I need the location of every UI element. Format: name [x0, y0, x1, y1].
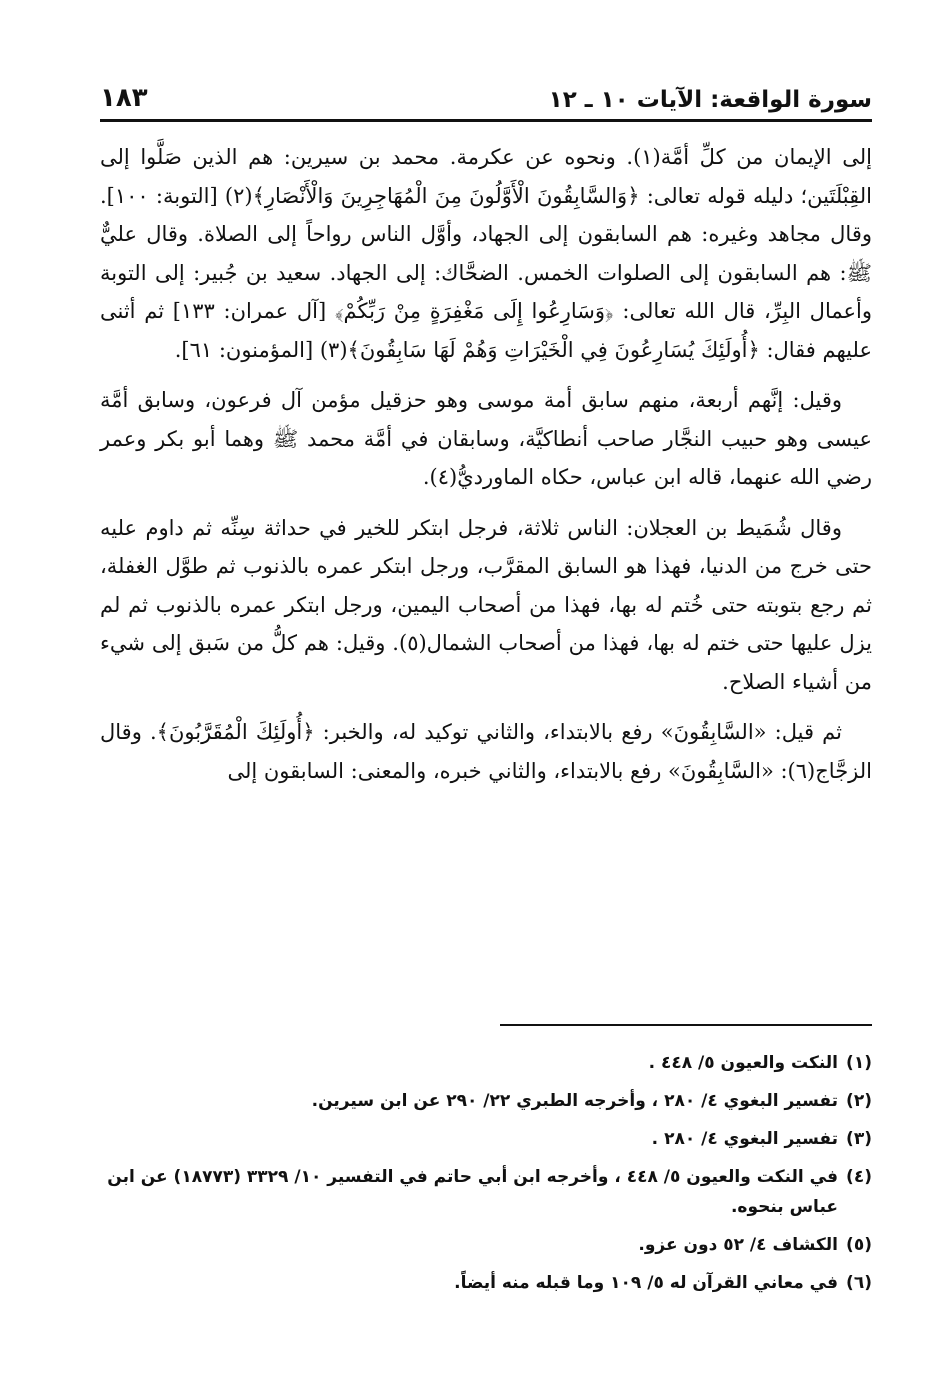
- footnote-number: (١): [846, 1053, 872, 1073]
- footnote-text: النكت والعيون ٥/ ٤٤٨ .: [648, 1053, 838, 1073]
- footnote-number: (٣): [846, 1129, 872, 1149]
- footnote: [100, 1086, 872, 1116]
- page-number: ١٨٣: [100, 83, 148, 113]
- footnote-text: تفسير البغوي ٤/ ٢٨٠ .: [651, 1129, 838, 1149]
- footnote-text: الكشاف ٤/ ٥٢ دون عزو.: [638, 1235, 838, 1255]
- footnote-text: في معاني القرآن له ٥/ ١٠٩ وما قبله منه أيضاً.: [454, 1273, 838, 1293]
- footnote: [100, 1162, 872, 1222]
- footnote-number: (٤): [846, 1167, 872, 1187]
- footnote: [100, 1048, 872, 1078]
- footnote: [100, 1268, 872, 1298]
- footnote-number: (٦): [846, 1273, 872, 1293]
- paragraph-4: ثم قيل: «السَّابِقُونَ» رفع بالابتداء، والثاني توكيد له، والخبر: ﴿أُولَئِكَ الْمُقَرَّبُونَ﴾. وقال الزجَّاج(٦): «السَّابِقُونَ» رفع بالابتداء، والثاني خبره، والمعنى: السابقون إلى: [100, 720, 872, 783]
- footnote-divider: [500, 1024, 872, 1026]
- running-title: سورة الواقعة: الآيات ١٠ ـ ١٢: [548, 87, 872, 113]
- paragraph-1: إلى الإيمان من كلِّ أمَّة(١). ونحوه عن عكرمة. محمد بن سيرين: هم الذين صَلَّوا إلى القِبْلَتَين؛ دليله قوله تعالى: ﴿وَالسَّابِقُونَ الْأَوَّلُونَ مِنَ الْمُهَاجِرِينَ وَالْأَنْصَارِ﴾(٢) [التوبة: ١٠٠]. وقال مجاهد وغيره: هم السابقون إلى الجهاد، وأوَّل الناس رواحاً إلى الصلاة. وقال عليٌّ ﷺ: هم السابقون إلى الصلوات الخمس. الضحَّاك: إلى الجهاد. سعيد بن جُبير: إلى التوبة وأعمال البِرِّ، قال الله تعالى: ﴿وَسَارِعُوا إِلَى مَغْفِرَةٍ مِنْ رَبِّكُمْ﴾ [آل عمران: ١٣٣] ثم أثنى عليهم فقال: ﴿أُولَئِكَ يُسَارِعُونَ فِي الْخَيْرَاتِ وَهُمْ لَهَا سَابِقُونَ﴾(٣) [المؤمنون: ٦١].: [100, 145, 872, 362]
- footnote-number: (٥): [846, 1235, 872, 1255]
- paragraph-3: وقال شُمَيط بن العجلان: الناس ثلاثة، فرجل ابتكر للخير في حداثة سِنِّه ثم داوم عليه حتى خرج من الدنيا، فهذا هو السابق المقرَّب، ورجل ابتكر عمره بالذنوب ثم طوَّل الغفلة، ثم رجع بتوبته حتى خُتم له بها، فهذا من أصحاب اليمين، ورجل ابتكر عمره بالذنوب ثم لم يزل عليها حتى ختم له بها، فهذا من أصحاب الشمال(٥). وقيل: هم كلُّ من سَبق إلى شيء من أشياء الصلاح.: [100, 515, 873, 694]
- footnote: [100, 1124, 872, 1154]
- footnote: [100, 1230, 872, 1260]
- main-text: [100, 138, 872, 802]
- footnote-number: (٢): [846, 1091, 872, 1111]
- page-header: [100, 74, 872, 122]
- paragraph-2: وقيل: إنَّهم أربعة، منهم سابق أمة موسى وهو حزقيل مؤمن آل فرعون، وسابق أمَّة عيسى وهو حبيب النجَّار صاحب أنطاكيَّة، وسابقان في أمَّة محمد ﷺ وهما أبو بكر وعمر رضي الله عنهما، قاله ابن عباس، حكاه الماورديُّ(٤).: [100, 388, 872, 489]
- footnote-text: تفسير البغوي ٤/ ٢٨٠ ، وأخرجه الطبري ٢٢/ ٢٩٠ عن ابن سيرين.: [311, 1091, 838, 1111]
- footnote-text: في النكت والعيون ٥/ ٤٤٨ ، وأخرجه ابن أبي حاتم في التفسير ١٠/ ٣٣٢٩ (١٨٧٧٣) عن ابن عباس بنحوه.: [107, 1167, 838, 1217]
- footnotes: [100, 1048, 872, 1306]
